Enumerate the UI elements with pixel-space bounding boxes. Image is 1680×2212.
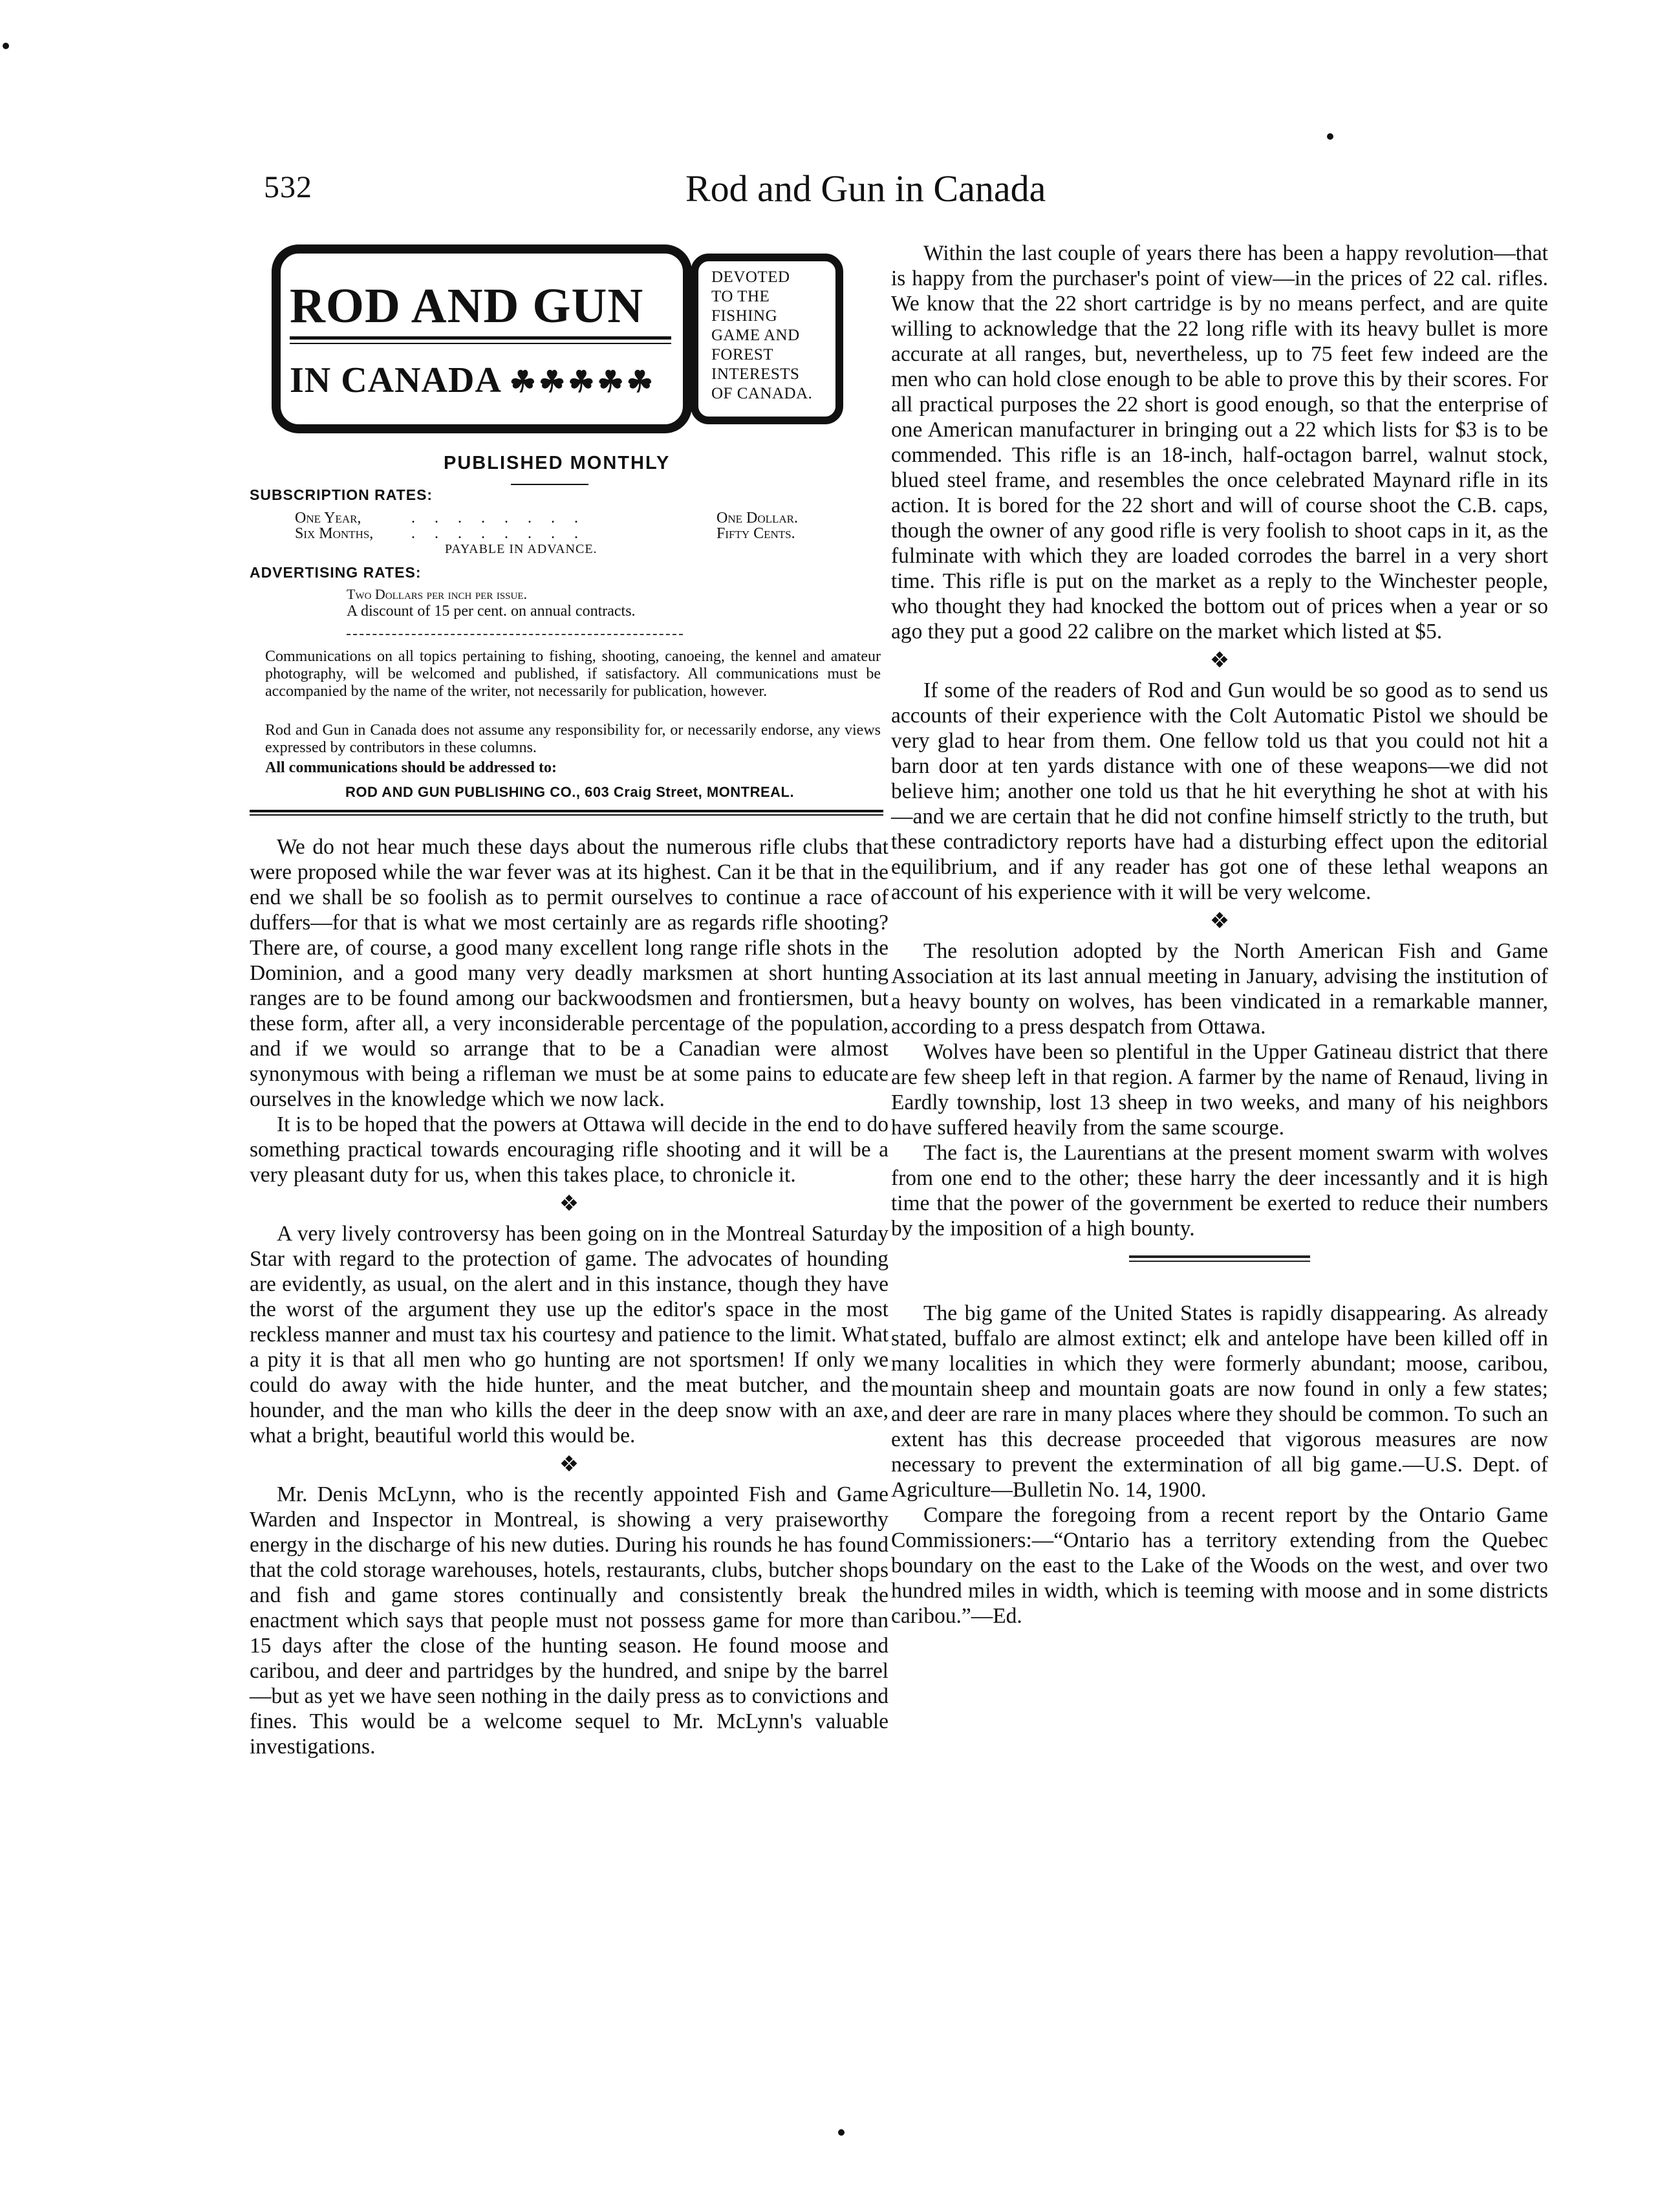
rate-dots: . . . . . . . . xyxy=(411,525,586,542)
rate-dots: . . . . . . . . xyxy=(411,510,586,526)
payable-in-advance: PAYABLE IN ADVANCE. xyxy=(445,542,598,556)
article-wolf-bounty: The resolution adopted by the North American Fish and Game Association at its last annual meeting in January, advising the institution of a heavy bounty on wolves, has been vindicated in a remarkable manner, according to a press despatch from Ottawa. xyxy=(891,939,1548,1039)
divider xyxy=(347,634,683,635)
article-game-warden: Mr. Denis McLynn, who is the recently appointed Fish and Game Warden and Inspector in Montreal, is showing a very praiseworthy energy in the discharge of his new duties. During his rounds he has found that the cold storage warehouses, hotels, restaurants, clubs, butcher shops and fish and game stores continually and consistently break the enactment which says that people must not possess game for more than 15 days after the close of the hunting season. He found moose and caribou, and deer and partridges by the hundred, and snipe by the barrel—but as yet we have seen nothing in the daily press as to convictions and fines. This would be a welcome sequel to Mr. McLynn's valuable investigations. xyxy=(250,1482,888,1759)
advertising-rate: Two Dollars per inch per issue. xyxy=(347,586,528,602)
rate-price-six-months: Fifty Cents. xyxy=(716,525,795,542)
article-rifle-clubs: We do not hear much these days about the numerous rifle clubs that were proposed while the war fever was at its highest. Can it be that in the end we shall be so foolish as to permit ourselves to continue a race of duffers—for that is what we most certainly are as regards rifle shooting? There are, of course, a good many excellent long range rifle shots in the Dominion, and a good many very deadly marksmen at short hunting ranges are to be found among our backwoodsmen and frontiersmen, but these form, after all, a very inconsiderable percentage of the population, and if we would so arrange that to be a Canadian were almost synonymous with being a rifleman we must be at some pains to educate ourselves in the knowledge which we now lack. xyxy=(250,835,888,1111)
maple-leaf-icon: ☘☘☘☘☘ xyxy=(509,365,656,398)
ornament-icon: ❖ xyxy=(559,1453,579,1477)
masthead-subtitle-text: IN CANADA xyxy=(290,360,500,400)
short-rule xyxy=(511,484,588,485)
published-monthly: PUBLISHED MONTHLY xyxy=(444,453,671,473)
notice-responsibility: Rod and Gun in Canada does not assume any responsibility for, or necessarily endorse, any views expressed by contributors in these columns. xyxy=(265,722,881,756)
devoted-line: DEVOTED xyxy=(711,268,790,286)
section-rule xyxy=(1129,1255,1310,1262)
scan-mark xyxy=(838,2129,845,2136)
right-column xyxy=(891,241,1548,1629)
notice-communications: Communications on all topics pertaining to fishing, shooting, canoeing, the kennel and amateur photography, will be welcomed and published, if satisfactory. All communications must be accompanied by the name of the writer, not necessarily for publication, however. xyxy=(265,648,881,700)
masthead-title: ROD AND GUN xyxy=(290,279,644,333)
masthead-devoted-text xyxy=(711,268,841,404)
page-number: 532 xyxy=(264,170,312,204)
masthead-bottom-rule xyxy=(250,810,883,816)
article-laurentians: The fact is, the Laurentians at the present moment swarm with wolves from one end to the other; these harry the deer incessantly and it is high time that the power of the government be exerted to reduce their numbers by the imposition of a high bounty. xyxy=(891,1141,1548,1241)
article-rifle-clubs-ottawa: It is to be hoped that the powers at Ottawa will decide in the end to do something practical towards encouraging rifle shooting and it will be a very pleasant duty for us, when this takes place, to chronicle it. xyxy=(250,1112,888,1187)
publisher-address: ROD AND GUN PUBLISHING CO., 603 Craig Street, MONTREAL. xyxy=(345,784,795,800)
scan-mark xyxy=(3,43,9,49)
devoted-line: INTERESTS xyxy=(711,365,800,383)
ornament-icon: ❖ xyxy=(1209,649,1230,673)
advertising-discount: A discount of 15 per cent. on annual contracts. xyxy=(347,603,636,620)
article-22-rifles: Within the last couple of years there has been a happy revolution—that is happy from the purchaser's point of view—in the prices of 22 cal. rifles. We know that the 22 short cartridge is by no means perfect, and are quite willing to acknowledge that the 22 long rifle with its heavy bullet is more accurate at all ranges, but, nevertheless, up to 75 feet few indeed are the men who can hold close enough to be able to prove this by their scores. For all practical purposes the 22 short is good enough, so that the enterprise of one American manufacturer in bringing out a 22 which lists for $3 is to be commended. This rifle is an 18-inch, half-octagon barrel, walnut stock, blued steel frame, and resembles the once celebrated Maynard rifle in its action. It is bored for the 22 short and will of course shoot the C.B. caps, though the owner of any good rifle is very foolish to shoot caps in it, as the fulminate with which they are loaded corrodes the barrel in a very short time. This rifle is put on the market as a reply to the Winchester people, who thought they had knocked the bottom out of prices when a year or so ago they put a good 22 calibre on the market which listed at $5. xyxy=(891,241,1548,644)
rate-price-one-year: One Dollar. xyxy=(716,510,798,526)
article-hounding-controversy: A very lively controversy has been going on in the Montreal Saturday Star with regard to the protection of game. The advocates of hounding are evidently, as usual, on the alert and in this instance, though they have the worst of the argument they use up the editor's space in the most reckless manner and must tax his courtesy and patience to the limit. What a pity it is that all men who go hunting are not sportsmen! If only we could do away with the hide hunter, and the meat butcher, and the hounder, and the man who kills the deer in the deep snow with an axe, what a bright, beautiful world this would be. xyxy=(250,1222,888,1448)
article-gatineau-wolves: Wolves have been so plentiful in the Upper Gatineau district that there are few sheep left in that region. A farmer by the name of Renaud, living in Eardly township, lost 13 sheep in two weeks, and many of his neighbors have suffered heavily from the same scourge. xyxy=(891,1040,1548,1140)
advertising-rates-label: ADVERTISING RATES: xyxy=(250,564,422,581)
ornament-icon: ❖ xyxy=(559,1192,579,1216)
article-big-game: The big game of the United States is rapidly disappearing. As already stated, buffalo are almost extinct; elk and antelope have been killed off in many localities in which they were formerly abundant; moose, caribou, mountain sheep and mountain goats are now found in only a few states; and deer are rare in many places where they should be common. To such an extent has this decrease proceeded that vigorous measures are now necessary to prevent the extermination of all big game.—U.S. Dept. of Agriculture—Bulletin No. 14, 1900. xyxy=(891,1301,1548,1502)
masthead-subtitle xyxy=(290,360,656,401)
scan-mark xyxy=(1327,133,1333,140)
subscription-rates-label: SUBSCRIPTION RATES: xyxy=(250,486,433,503)
notice-address-intro: All communications should be addressed to: xyxy=(265,759,557,776)
devoted-line: OF CANADA. xyxy=(711,385,813,402)
article-ontario-commissioners: Compare the foregoing from a recent report by the Ontario Game Commissioners:—“Ontario has a territory extending from the Quebec boundary on the east to the Lake of the Woods on the west, and over two hundred miles in width, which is teeming with moose and in some districts caribou.”—Ed. xyxy=(891,1503,1548,1628)
ornament-icon: ❖ xyxy=(1209,909,1230,933)
left-column xyxy=(250,834,888,1759)
devoted-line: FISHING xyxy=(711,307,778,325)
rate-term-one-year: One Year, xyxy=(295,510,361,526)
devoted-line: FOREST xyxy=(711,346,774,363)
rate-term-six-months: Six Months, xyxy=(295,525,374,542)
masthead-rule xyxy=(290,336,671,344)
running-head: Rod and Gun in Canada xyxy=(685,168,1046,210)
devoted-line: TO THE xyxy=(711,288,770,305)
article-colt-pistol: If some of the readers of Rod and Gun would be so good as to send us accounts of their experience with the Colt Automatic Pistol we should be very glad to hear from them. One fellow told us that you could not hit a barn door at ten yards distance with one of these weapons—we did not believe him; another one told us that he hit everything he shot at with his —and we are certain that he did not confine himself strictly to the truth, but these contradictory reports have had a disturbing effect upon the editorial equilibrium, and if any reader has got one of these lethal weapons an account of his experience with it will be very welcome. xyxy=(891,678,1548,904)
devoted-line: GAME AND xyxy=(711,327,800,344)
